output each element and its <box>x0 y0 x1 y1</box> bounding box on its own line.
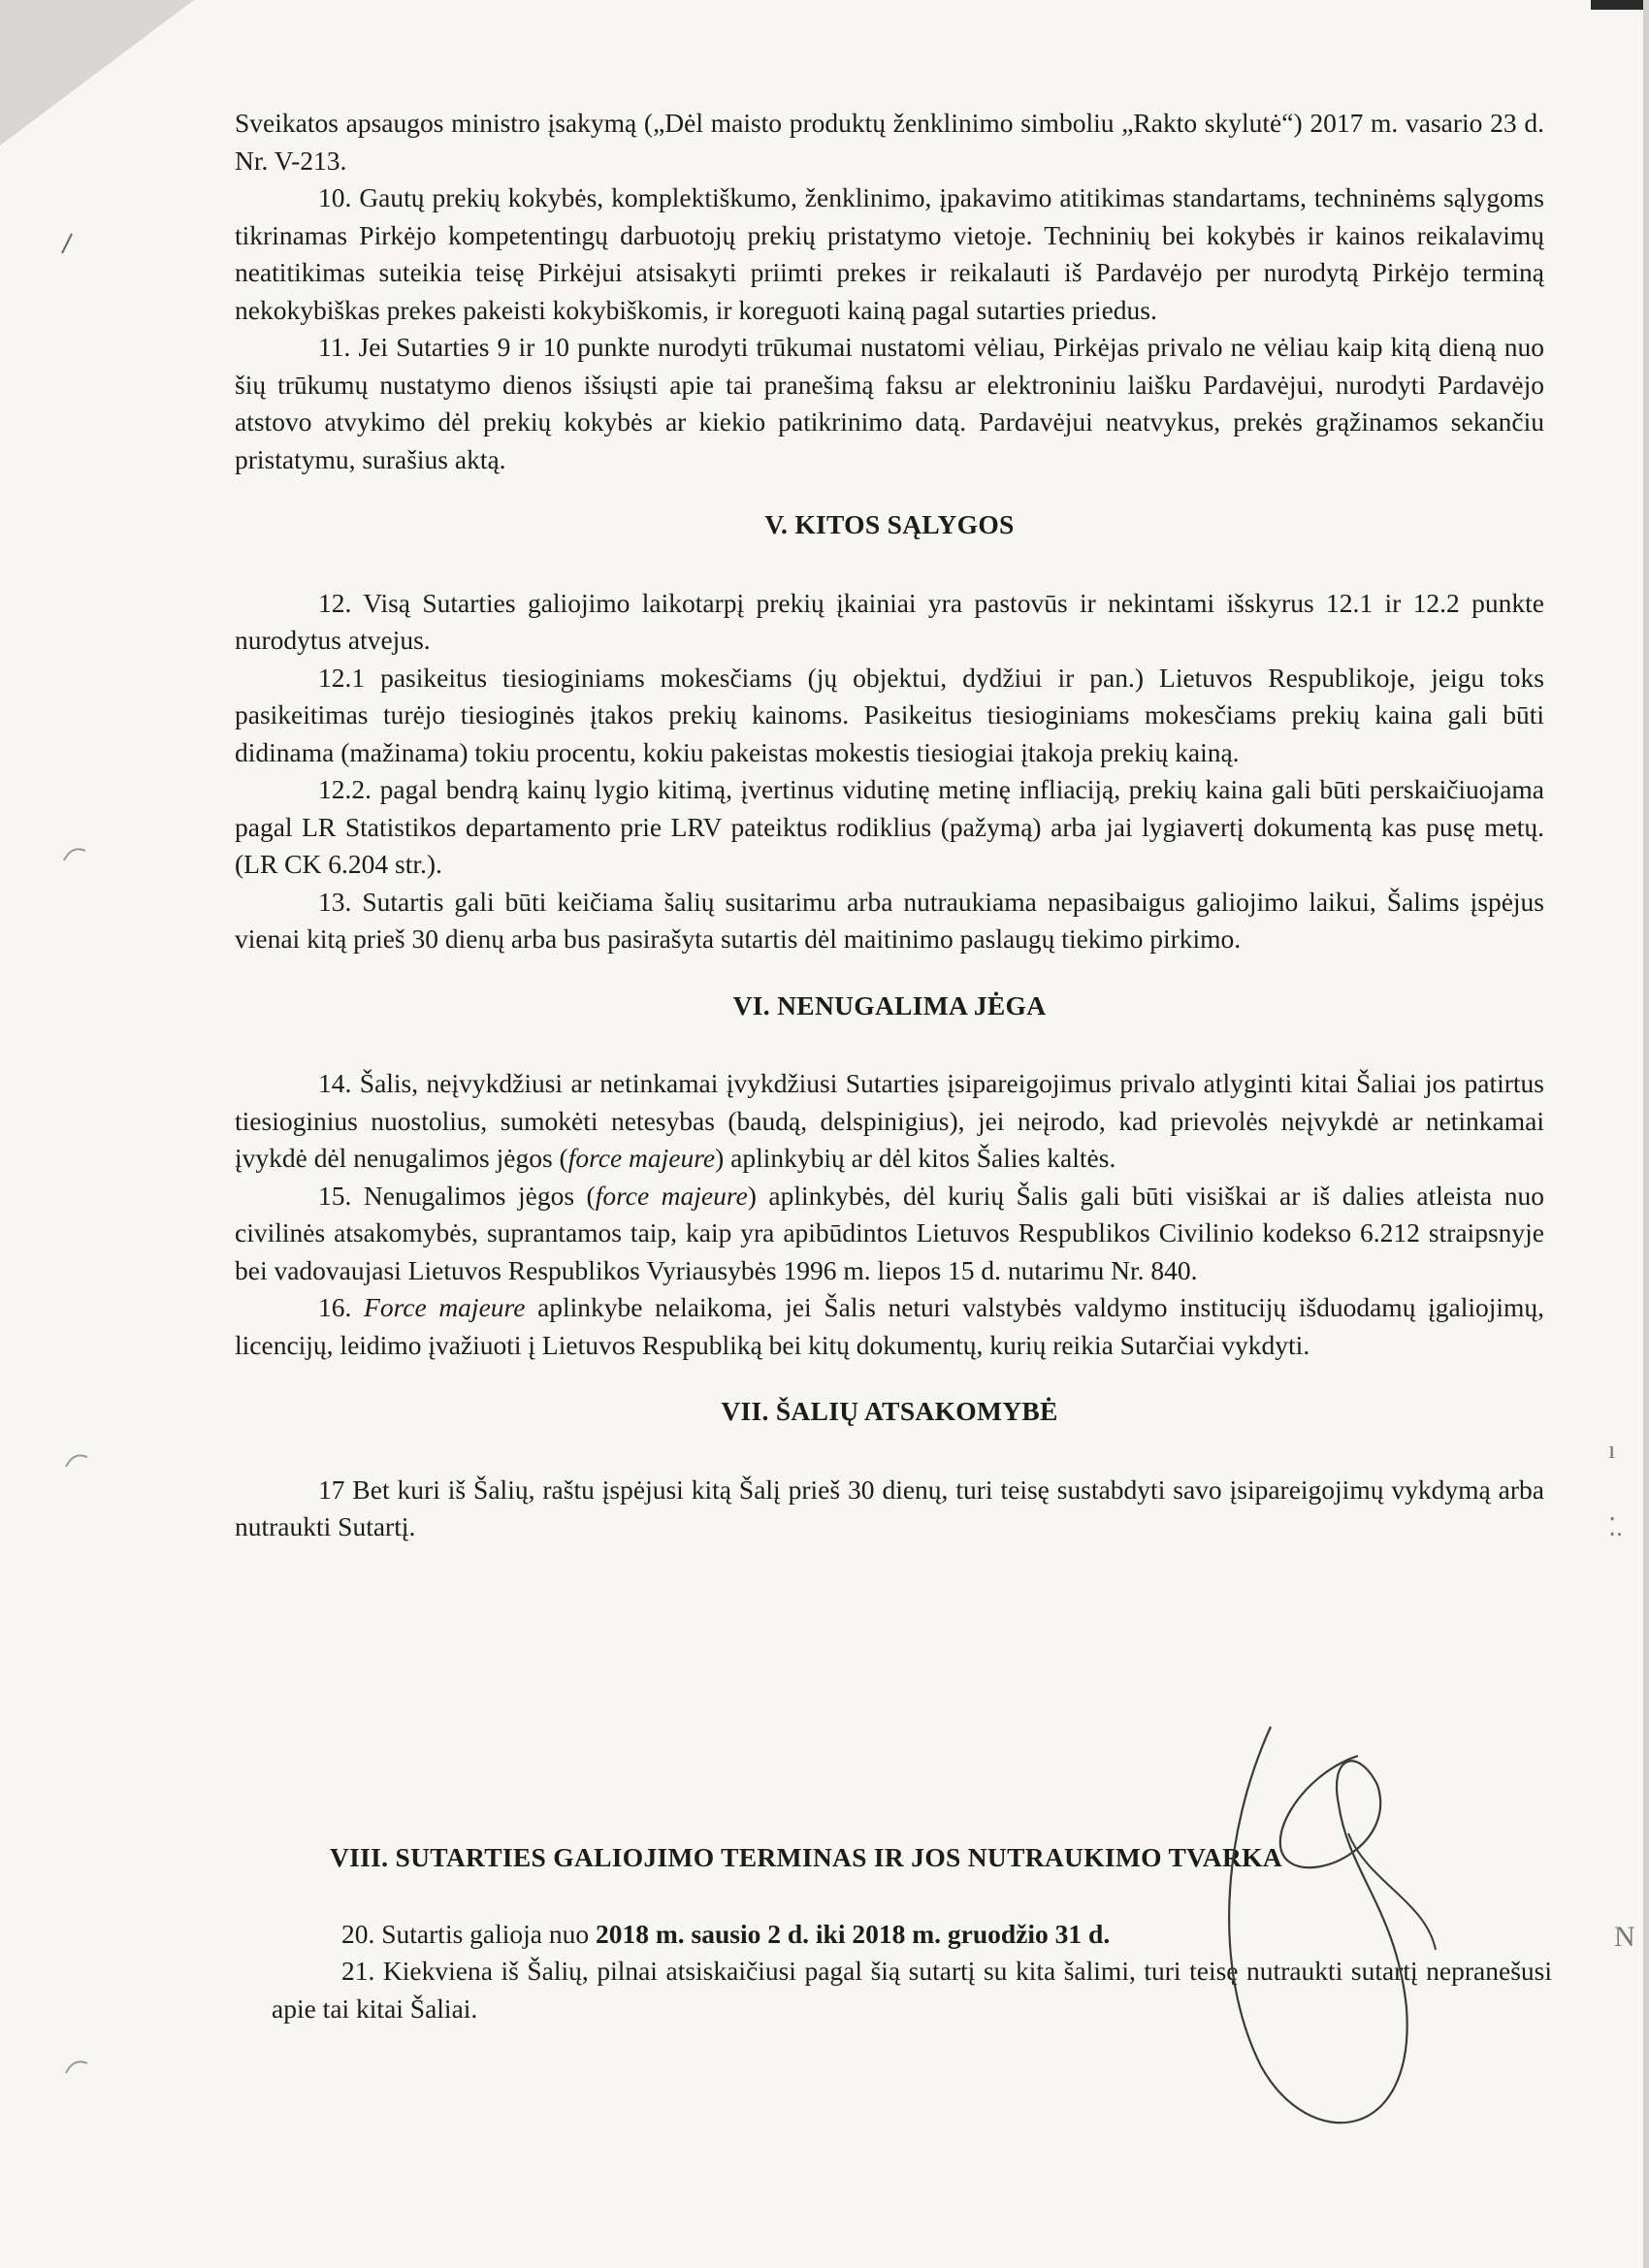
paragraph-16-text-a: 16. <box>318 1292 365 1322</box>
margin-letter-n: N <box>1614 1921 1635 1953</box>
paragraph-12-2: 12.2. pagal bendrą kainų lygio kitimą, įvertinus vidutinę metinę infliaciją, prekių kaina gali būti perskaičiuojama pagal LR Statistikos departamento prie LRV pateiktus rodiklius (pažymą) arba jai lygiavertį dokumentą kas pusę metų. (LR CK 6.204 str.). <box>235 774 1544 879</box>
paragraph-14-text-b: ) aplinkybių ar dėl kitos Šalies kaltės. <box>715 1143 1116 1173</box>
margin-mark-l: ⁚. <box>1608 1513 1623 1541</box>
paragraph-12: 12. Visą Sutarties galiojimo laikotarpį prekių įkainiai yra pastovūs ir nekintami išskyrus 12.1 ir 12.2 punkte nurodytus atvejus. <box>235 587 1544 655</box>
signature-icon <box>1203 1717 1445 2144</box>
paragraph-21: 21. Kiekviena iš Šalių, pilnai atsiskaičiusi pagal šią sutartį su kita šalimi, turi teisę nutraukti sutartį nepranešusi apie tai kitai Šaliai. <box>272 1956 1552 2024</box>
paragraph-14-force-majeure: force majeure <box>567 1143 716 1173</box>
punch-hole-icon <box>58 228 87 257</box>
paragraph-15-force-majeure: force majeure <box>595 1180 748 1211</box>
section-heading-vii: VII. ŠALIŲ ATSAKOMYBĖ <box>721 1396 1058 1426</box>
paragraph-intro: Sveikatos apsaugos ministro įsakymą („Dėl maisto produktų ženklinimo simboliu „Rakto skylutė“) 2017 m. vasario 23 d. Nr. V-213. <box>235 108 1544 176</box>
paragraph-10: 10. Gautų prekių kokybės, komplektiškumo, ženklinimo, įpakavimo atitikimas standartams, techninėms sąlygoms tikrinamas Pirkėjo kompetentingų darbuotojų prekių pristatymo vietoje. Techninių bei kokybės ir kainos reikalavimų neatitikimas suteikia teisę Pirkėjui atsisakyti priimti prekes ir reikalauti iš Pardavėjo per nurodytą Pirkėjo terminą nekokybiškas prekes pakeisti kokybiškomis, ir koreguoti kainą pagal sutarties priedus. <box>235 182 1544 325</box>
paragraph-15-text-b: ) aplinkybės, dėl kurių Šalis gali būti visiškai ar iš dalies atleista nuo civilinės atsakomybės, suprantamos taip, kaip yra apibūdintos Lietuvos Respublikos Civilinio kodekso 6.212 straipsnyje bei vadovaujasi Lietuvos Respublikos Vyriausybės 1996 m. liepos 15 d. nutarimu Nr. 840. <box>235 1180 1544 1285</box>
paragraph-11: 11. Jei Sutarties 9 ir 10 punkte nurodyti trūkumai nustatomi vėliau, Pirkėjas privalo ne vėliau kaip kitą dieną nuo šių trūkumų nustatymo dienos išsiųsti apie tai pranešimą faksu ar elektroniniu laišku Pardavėjui, nurodyti Pardavėjo atstovo atvykimo dėl prekių kokybės ar kiekio patikrinimo datą. Pardavėjui neatvykus, prekės grąžinamos sekančiu pristatymu, surašius aktą. <box>235 332 1544 474</box>
paragraph-13: 13. Sutartis gali būti keičiama šalių susitarimu arba nutraukiama nepasibaigus galiojimo laikui, Šalims įspėjus vienai kitą prieš 30 dienų arba bus pasirašyta sutartis dėl maitinimo paslaugų tiekimo pirkimo. <box>235 886 1544 954</box>
document-body <box>235 105 1544 1546</box>
paragraph-15 <box>235 1178 1544 1290</box>
punch-hole-icon <box>62 1445 91 1474</box>
scan-right-edge <box>1643 0 1649 2268</box>
section-heading-vi: VI. NENUGALIMA JĖGA <box>732 989 1047 1021</box>
paragraph-20-dates: 2018 m. sausio 2 d. iki 2018 m. gruodžio 31 d. <box>596 1918 1111 1949</box>
section-heading-viii: VIII. SUTARTIES GALIOJIMO TERMINAS IR JOS NUTRAUKIMO TVARKA <box>330 1842 1282 1872</box>
paragraph-15-text-a: 15. Nenugalimos jėgos ( <box>318 1180 596 1211</box>
paragraph-16-force-majeure: Force majeure <box>364 1292 526 1322</box>
scan-edge-bar <box>1591 0 1649 10</box>
paragraph-16 <box>235 1289 1544 1364</box>
folded-corner <box>0 0 194 146</box>
paragraph-16-text-b: aplinkybe nelaikoma, jei Šalis neturi valstybės valdymo institucijų išduodamų įgaliojimų, licencijų, leidimo įvažiuoti į Lietuvos Respubliką bei kitų dokumentų, kurių reikia Sutarčiai vykdyti. <box>235 1292 1545 1360</box>
punch-hole-icon <box>62 2052 91 2081</box>
paragraph-17: 17 Bet kuri iš Šalių, raštu įspėjusi kitą Šalį prieš 30 dienų, turi teisę sustabdyti savo įsipareigojimų vykdymą arba nutraukti Sutartį. <box>235 1474 1544 1541</box>
section-heading-v: V. KITOS SĄLYGOS <box>764 509 1015 539</box>
punch-hole-icon <box>60 839 89 868</box>
paragraph-14-text-a: 14. Šalis, neįvykdžiusi ar netinkamai įvykdžiusi Sutarties įsipareigojimus privalo atlyginti kitai Šaliai jos patirtus tiesioginius nuostolius, sumokėti netesybas (baudą, delspinigius), jei neįrodo, kad prievolės neįvykdė ar netinkamai įvykdė dėl nenugalimos jėgos ( <box>235 1068 1544 1173</box>
paragraph-20-text: 20. Sutartis galioja nuo <box>341 1918 596 1949</box>
paragraph-14 <box>235 1065 1544 1178</box>
paragraph-12-1: 12.1 pasikeitus tiesioginiams mokesčiams (jų objektui, dydžiui ir pan.) Lietuvos Respublikoje, jeigu toks pasikeitimas turėjo tiesioginės įtakos prekių kainoms. Pasikeitus tiesioginiams mokesčiams prekių kaina gali būti didinama (mažinama) tokiu procentu, kokiu pakeistas mokestis tiesiogiai įtakoja prekių kainą. <box>235 662 1544 767</box>
margin-mark-i: ı <box>1608 1436 1616 1464</box>
